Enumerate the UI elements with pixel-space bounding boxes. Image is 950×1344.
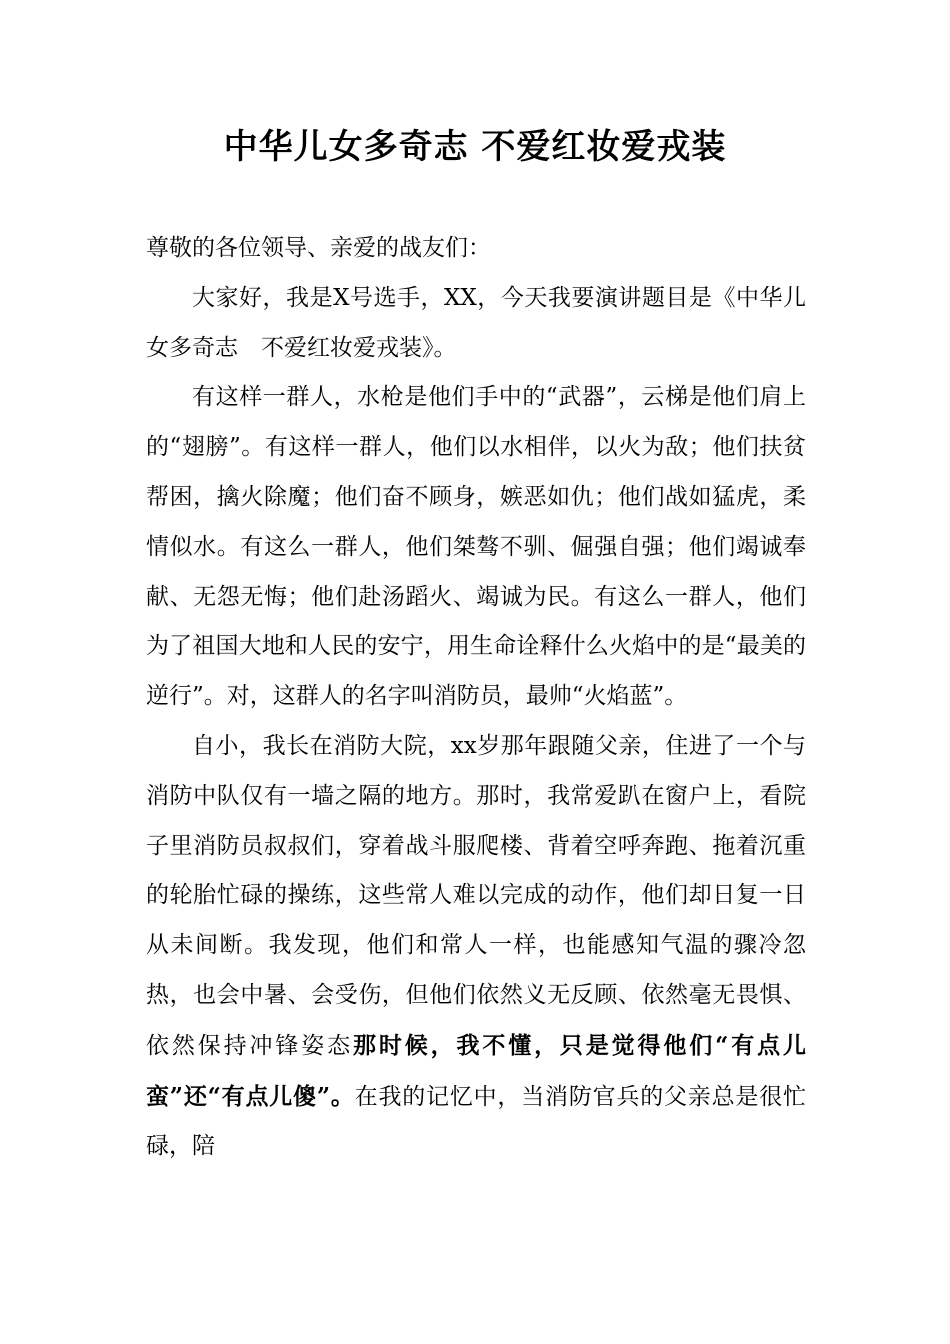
paragraph-intro: 大家好，我是X号选手，XX，今天我要演讲题目是《中华儿女多奇志 不爱红妆爱戎装》。 xyxy=(146,284,806,361)
document-title: 中华儿女多奇志 不爱红妆爱戎装 xyxy=(223,127,727,167)
paragraph-firefighters: 有这样一群人，水枪是他们手中的“武器”，云梯是他们肩上的“翅膀”。有这样一群人，他们以水相伴，以火为敌；他们扶贫帮困，擒火除魔；他们奋不顾身，嫉恶如仇；他们战如猛虎，柔情似水。有这么一群人，他们桀骜不驯、倔强自强；他们竭诚奉献、无怨无悔；他们赴汤蹈火、竭诚为民。有这么一群人，他们为了祖国大地和人民的安宁，用生命诠释什么火焰中的是“最美的逆行”。对，这群人的名字叫消防员，最帅“火焰蓝”。 xyxy=(146,384,806,710)
paragraph-childhood-tail-text: 在我的记忆中，当消防官兵的父亲总是很忙碌，陪 xyxy=(146,1083,806,1160)
paragraph-childhood-text: 自小，我长在消防大院，xx岁那年跟随父亲，住进了一个与消防中队仅有一墙之隔的地方。那时，我常爱趴在窗户上，看院子里消防员叔叔们，穿着战斗服爬楼、背着空呼奔跑、拖着沉重的轮胎忙碌的操练，这些常人难以完成的动作，他们却日复一日从未间断。我发现，他们和常人一样，也能感知气温的骤冷忽热，也会中暑、会受伤，但他们依然义无反顾、依然毫无畏惧、依然保持冲锋姿态 xyxy=(146,732,806,1059)
salutation: 尊敬的各位领导、亲爱的战友们： xyxy=(146,235,491,261)
paragraph-childhood-bold-text: 那时候，我不懂，只是觉得他们“有点儿蛮”还“有点儿傻”。 xyxy=(146,1031,806,1110)
paragraph-childhood xyxy=(146,722,806,1172)
document-body xyxy=(146,224,806,1172)
